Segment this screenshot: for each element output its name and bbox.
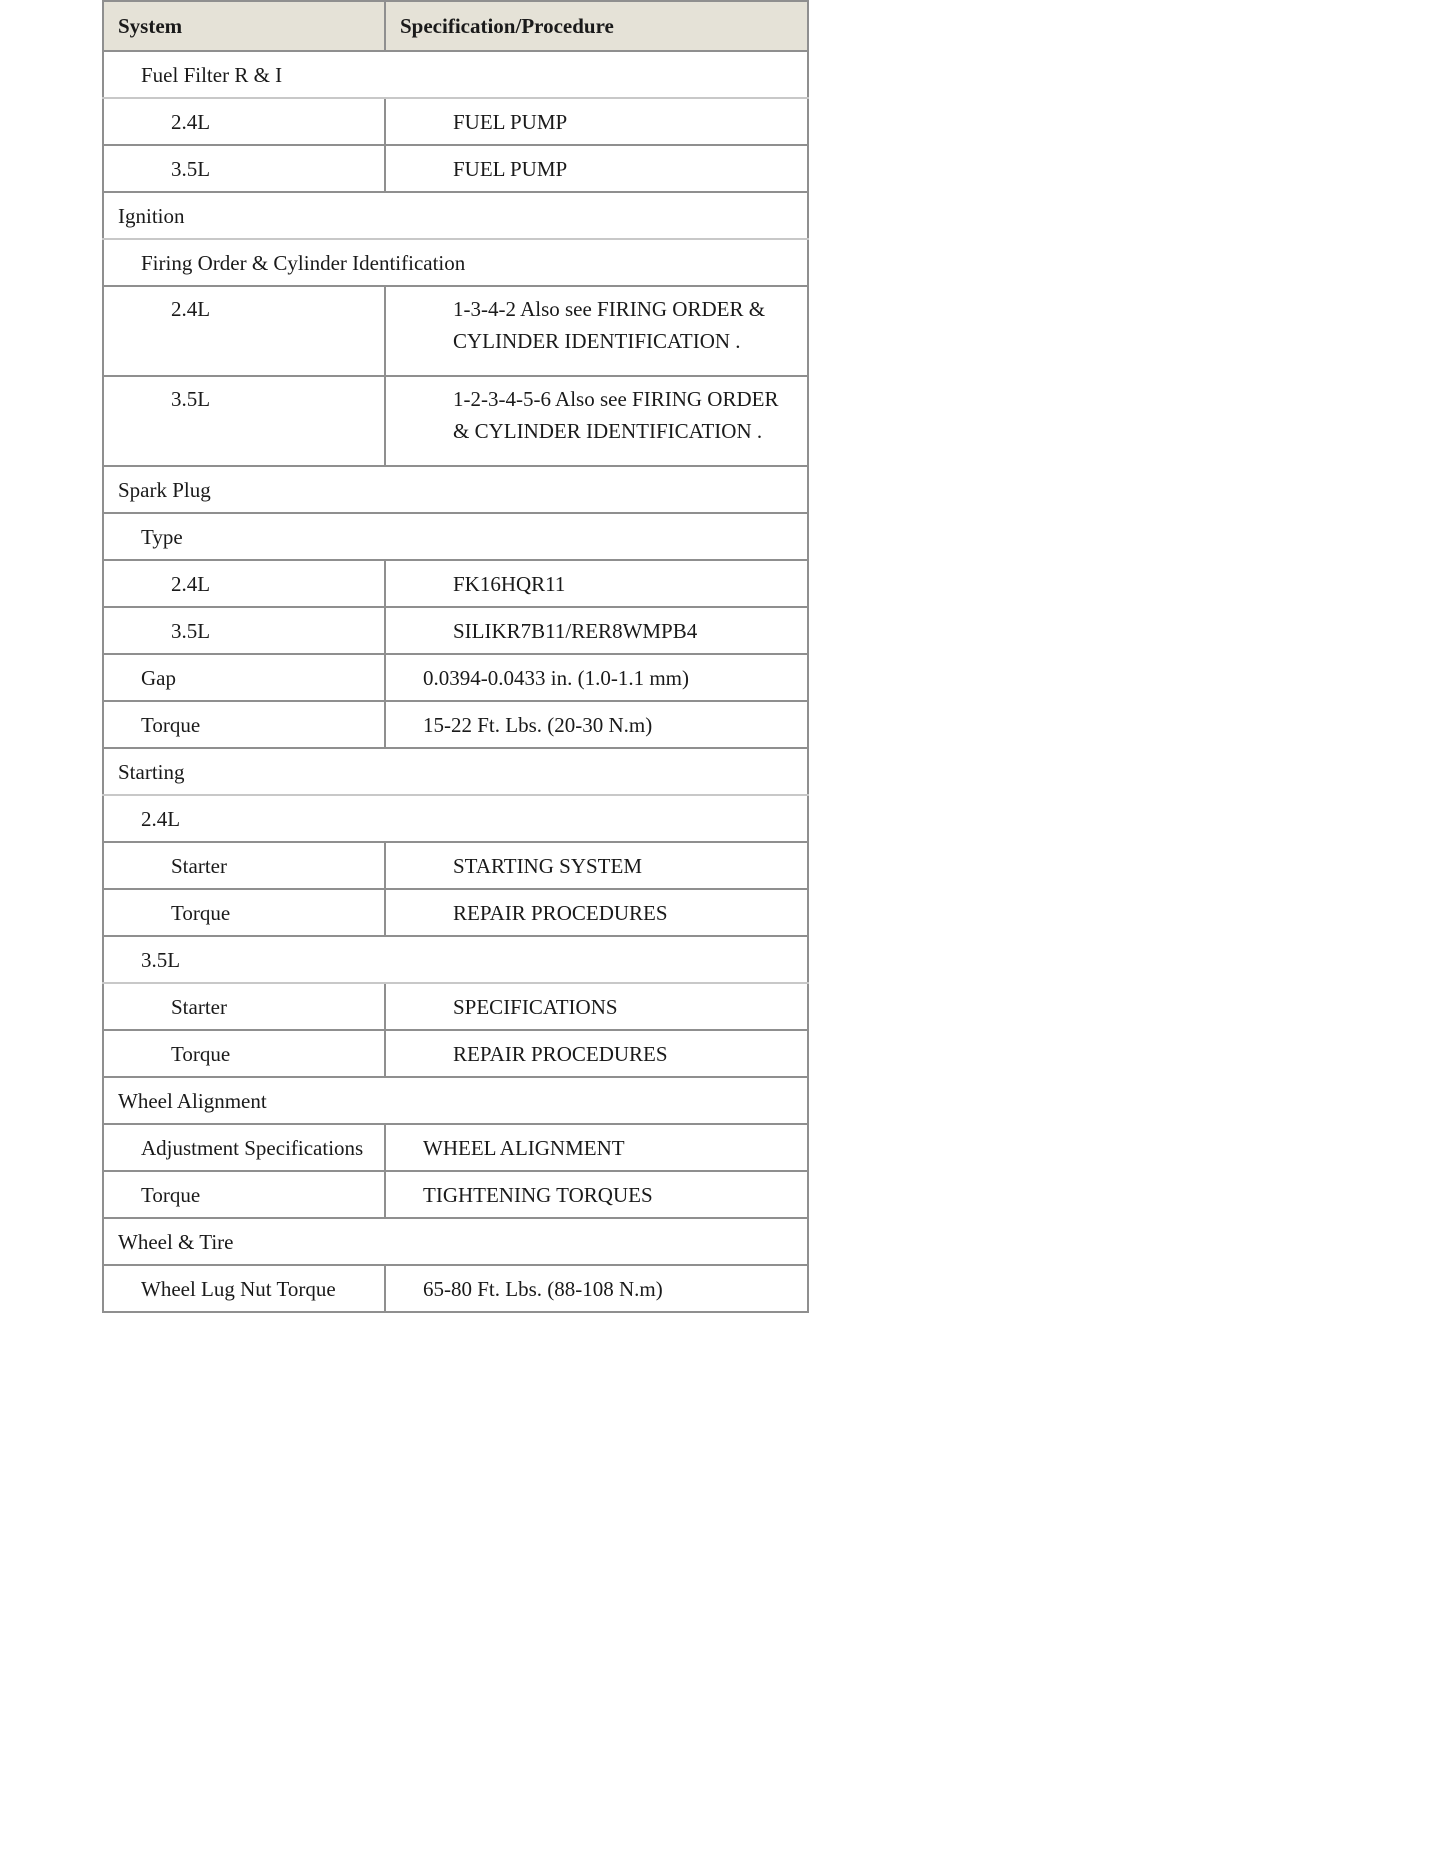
- specifications-table: [102, 0, 809, 1313]
- row-spec-value: 1-3-4-2 Also see FIRING ORDER & CYLINDER IDENTIFICATION .: [385, 286, 808, 376]
- row-system-label: 2.4L: [103, 98, 385, 145]
- row-system-label: 3.5L: [103, 145, 385, 192]
- table-row: [103, 1077, 808, 1124]
- row-spec-value: 15-22 Ft. Lbs. (20-30 N.m): [385, 701, 808, 748]
- table-row: [103, 1124, 808, 1171]
- row-system-label: Torque: [103, 701, 385, 748]
- table-row: [103, 1171, 808, 1218]
- row-section-label: Wheel & Tire: [103, 1218, 808, 1265]
- row-spec-value: 1-2-3-4-5-6 Also see FIRING ORDER & CYLINDER IDENTIFICATION .: [385, 376, 808, 466]
- table-row: [103, 795, 808, 842]
- row-system-label: Wheel Lug Nut Torque: [103, 1265, 385, 1312]
- table-header: [103, 1, 808, 51]
- row-system-label: 2.4L: [103, 286, 385, 376]
- row-section-label: Wheel Alignment: [103, 1077, 808, 1124]
- row-spec-value: WHEEL ALIGNMENT: [385, 1124, 808, 1171]
- table-row: [103, 842, 808, 889]
- row-system-label: Starter: [103, 842, 385, 889]
- table-row: [103, 1218, 808, 1265]
- row-system-label: Torque: [103, 1030, 385, 1077]
- table-row: [103, 145, 808, 192]
- row-system-label: Gap: [103, 654, 385, 701]
- table-row: [103, 192, 808, 239]
- row-spec-value: FUEL PUMP: [385, 98, 808, 145]
- row-section-label: Firing Order & Cylinder Identification: [103, 239, 808, 286]
- row-section-label: Type: [103, 513, 808, 560]
- row-spec-value: REPAIR PROCEDURES: [385, 889, 808, 936]
- row-section-label: Spark Plug: [103, 466, 808, 513]
- row-spec-value: FK16HQR11: [385, 560, 808, 607]
- table-row: [103, 513, 808, 560]
- row-spec-value: TIGHTENING TORQUES: [385, 1171, 808, 1218]
- row-system-label: 3.5L: [103, 607, 385, 654]
- table-row: [103, 239, 808, 286]
- row-section-label: 3.5L: [103, 936, 808, 983]
- table-row: [103, 748, 808, 795]
- header-row: [103, 1, 808, 51]
- row-spec-value: 0.0394-0.0433 in. (1.0-1.1 mm): [385, 654, 808, 701]
- table-row: [103, 560, 808, 607]
- row-section-label: 2.4L: [103, 795, 808, 842]
- row-spec-value: SILIKR7B11/RER8WMPB4: [385, 607, 808, 654]
- row-system-label: Starter: [103, 983, 385, 1030]
- table-row: [103, 51, 808, 98]
- table-row: [103, 936, 808, 983]
- table-row: [103, 701, 808, 748]
- row-system-label: Adjustment Specifications: [103, 1124, 385, 1171]
- table-row: [103, 466, 808, 513]
- table-row: [103, 376, 808, 466]
- table-body: [103, 51, 808, 1312]
- row-spec-value: REPAIR PROCEDURES: [385, 1030, 808, 1077]
- table-row: [103, 1265, 808, 1312]
- row-section-label: Starting: [103, 748, 808, 795]
- table-row: [103, 607, 808, 654]
- table-row: [103, 889, 808, 936]
- header-specification: Specification/Procedure: [385, 1, 808, 51]
- row-system-label: Torque: [103, 1171, 385, 1218]
- row-spec-value: FUEL PUMP: [385, 145, 808, 192]
- row-system-label: Torque: [103, 889, 385, 936]
- row-system-label: 3.5L: [103, 376, 385, 466]
- row-spec-value: SPECIFICATIONS: [385, 983, 808, 1030]
- row-system-label: 2.4L: [103, 560, 385, 607]
- row-section-label: Fuel Filter R & I: [103, 51, 808, 98]
- row-spec-value: STARTING SYSTEM: [385, 842, 808, 889]
- table-row: [103, 286, 808, 376]
- header-system: System: [103, 1, 385, 51]
- row-spec-value: 65-80 Ft. Lbs. (88-108 N.m): [385, 1265, 808, 1312]
- table-row: [103, 1030, 808, 1077]
- table-row: [103, 654, 808, 701]
- table-row: [103, 983, 808, 1030]
- table-row: [103, 98, 808, 145]
- row-section-label: Ignition: [103, 192, 808, 239]
